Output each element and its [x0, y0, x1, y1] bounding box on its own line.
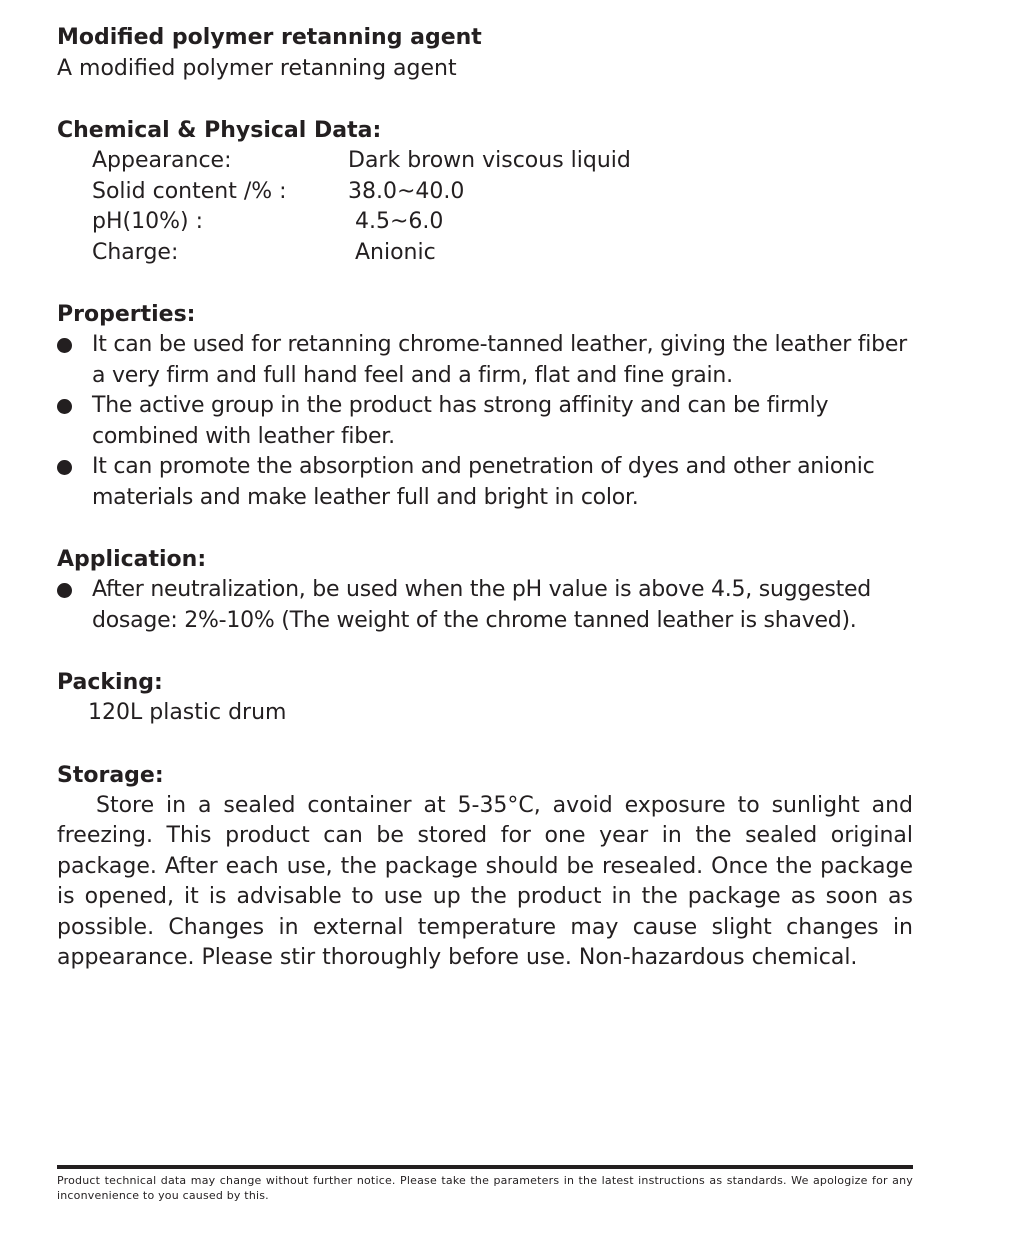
application-list — [57, 575, 913, 636]
list-item-text: After neutralization, be used when the pH value is above 4.5, suggested dosage: 2%-10% (The weight of the chrome tanned leather is shaved). — [92, 577, 871, 633]
list-item — [57, 330, 913, 391]
chemical-physical-table — [57, 146, 913, 268]
bullet-icon — [57, 452, 92, 513]
data-label: Appearance: — [92, 148, 232, 173]
data-label: Charge: — [92, 239, 179, 265]
storage-text: Store in a sealed container at 5-35°C, avoid exposure to sunlight and freezing. This product can be stored for one year in the sealed original package. After each use, the package should be resealed. Once the package is opened, it is advisable to use up the product in the package as soon as possible. Changes in external temperature may cause slight changes in appearance. Please stir thoroughly before use. Non-hazardous chemical. — [57, 792, 913, 970]
chemical-physical-heading: Chemical & Physical Data: — [57, 118, 382, 143]
data-value: 38.0~40.0 — [348, 178, 465, 204]
list-item — [57, 575, 913, 636]
spacer — [57, 729, 913, 761]
product-title: Modified polymer retanning agent — [57, 25, 482, 50]
spacer — [57, 268, 913, 300]
product-subtitle: A modified polymer retanning agent — [57, 56, 457, 81]
storage-heading: Storage: — [57, 762, 164, 788]
data-value: 4.5~6.0 — [348, 209, 444, 234]
list-item — [57, 452, 913, 513]
datasheet — [57, 22, 913, 974]
data-row-appearance — [57, 146, 913, 177]
data-row-solid-content — [57, 177, 913, 208]
spacer — [57, 513, 913, 545]
footer-divider — [57, 1165, 913, 1169]
spacer — [57, 84, 913, 116]
data-label: Solid content /% : — [92, 178, 287, 204]
footer-disclaimer: Product technical data may change without further notice. Please take the parameters in the latest instructions as standards. We apologize for any inconvenience to you caused by this. — [57, 1174, 913, 1202]
data-row-ph — [57, 207, 913, 238]
properties-list — [57, 330, 913, 513]
list-item-text: The active group in the product has strong affinity and can be firmly combined with leather fiber. — [92, 393, 829, 449]
bullet-icon — [57, 575, 92, 636]
list-item-text: It can promote the absorption and penetration of dyes and other anionic materials and make leather full and bright in color. — [92, 454, 875, 510]
packing-heading: Packing: — [57, 670, 163, 695]
list-item-text: It can be used for retanning chrome-tanned leather, giving the leather fiber a very firm and full hand feel and a firm, flat and fine grain. — [92, 332, 907, 388]
list-item — [57, 391, 913, 452]
data-label: pH(10%) : — [92, 209, 203, 234]
bullet-icon — [57, 391, 92, 452]
bullet-icon — [57, 330, 92, 391]
properties-heading: Properties: — [57, 302, 196, 327]
packing-text: 120L plastic drum — [88, 700, 287, 725]
spacer — [57, 636, 913, 668]
data-value: Dark brown viscous liquid — [348, 148, 631, 173]
application-heading: Application: — [57, 547, 207, 572]
data-row-charge — [57, 238, 913, 269]
data-value: Anionic — [348, 239, 436, 265]
